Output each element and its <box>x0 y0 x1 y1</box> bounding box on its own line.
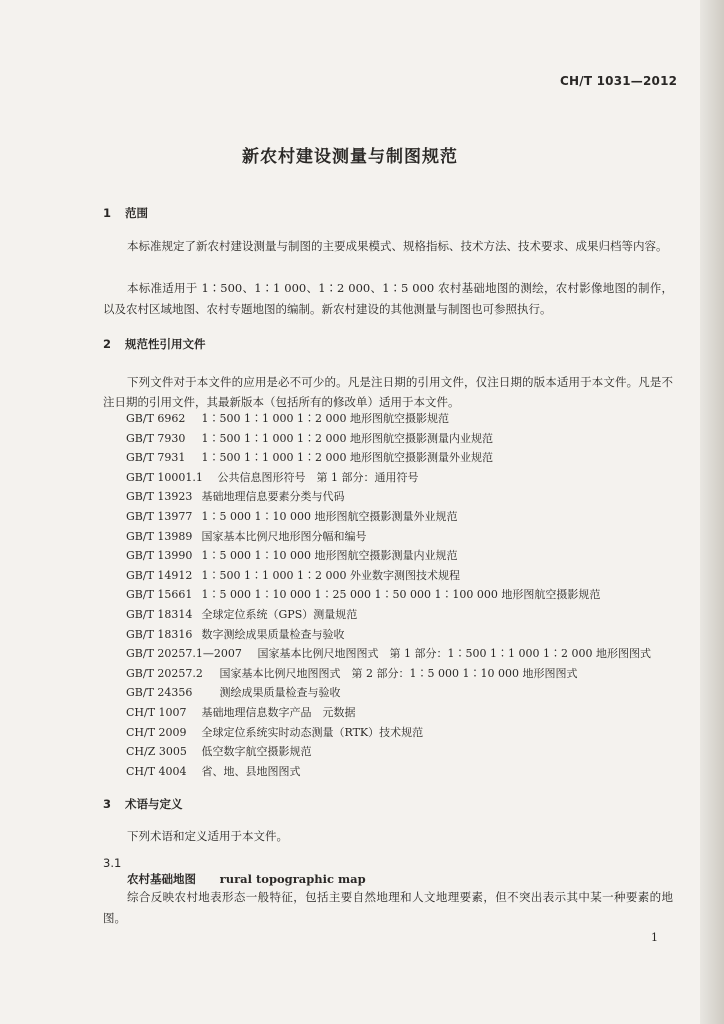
reference-item: CH/Z 3005 低空数字航空摄影规范 <box>126 745 312 759</box>
reference-item: GB/T 15661 1∶5 000 1∶10 000 1∶25 000 1∶50 000 1∶100 000 地形图航空摄影规范 <box>126 588 601 602</box>
reference-item: GB/T 13923 基础地理信息要素分类与代码 <box>126 490 345 504</box>
section-2-heading <box>103 336 206 352</box>
reference-item: GB/T 24356 测绘成果质量检查与验收 <box>126 686 341 700</box>
section-title: 范围 <box>125 206 149 220</box>
reference-item: GB/T 14912 1∶500 1∶1 000 1∶2 000 外业数字测图技术规程 <box>126 568 460 582</box>
paragraph: 下列术语和定义适用于本文件。 <box>127 829 288 843</box>
document-title: 新农村建设测量与制图规范 <box>242 147 458 167</box>
term-name-en: rural topographic map <box>219 872 366 886</box>
reference-item: GB/T 18316 数字测绘成果质量检查与验收 <box>126 627 345 641</box>
term-heading <box>127 871 366 887</box>
section-3-heading <box>103 796 183 812</box>
paragraph: 下列文件对于本文件的应用是必不可少的。凡是注日期的引用文件，仅注日期的版本适用于本文件。凡是不注日期的引用文件，其最新版本（包括所有的修改单）适用于本文件。 <box>103 375 673 409</box>
reference-item: GB/T 20257.2 国家基本比例尺地图图式 第 2 部分：1∶5 000 1∶10 000 地形图图式 <box>126 666 578 680</box>
reference-item: CH/T 2009 全球定位系统实时动态测量（RTK）技术规范 <box>126 725 424 739</box>
section-1-heading <box>103 205 148 221</box>
paragraph: 本标准规定了新农村建设测量与制图的主要成果模式、规格指标、技术方法、技术要求、成果归档等内容。 <box>127 239 668 253</box>
section-number: 1 <box>103 206 112 220</box>
reference-list <box>126 409 686 781</box>
section-title: 规范性引用文件 <box>125 337 206 351</box>
term-definition: 综合反映农村地表形态一般特征，包括主要自然地理和人文地理要素，但不突出表示其中某一种要素的地图。 <box>103 890 673 925</box>
term-name-zh: 农村基础地图 <box>127 872 196 886</box>
reference-item: GB/T 6962 1∶500 1∶1 000 1∶2 000 地形图航空摄影规范 <box>126 412 449 425</box>
section-title: 术语与定义 <box>125 797 183 811</box>
section-number: 2 <box>103 337 112 351</box>
reference-item: GB/T 7931 1∶500 1∶1 000 1∶2 000 地形图航空摄影测量外业规范 <box>126 451 493 465</box>
reference-item: CH/T 4004 省、地、县地图图式 <box>126 764 301 778</box>
paragraph: 本标准适用于 1∶500、1∶1 000、1∶2 000、1∶5 000 农村基础地图的测绘，农村影像地图的制作，以及农村区域地图、农村专题地图的编制。新农村建设的其他测量与制图也可参照执行。 <box>103 281 673 316</box>
reference-item: GB/T 20257.1—2007 国家基本比例尺地图图式 第 1 部分：1∶500 1∶1 000 1∶2 000 地形图图式 <box>126 647 651 661</box>
page-number: 1 <box>651 931 658 944</box>
reference-item: CH/T 1007 基础地理信息数字产品 元数据 <box>126 705 356 719</box>
reference-item: GB/T 13989 国家基本比例尺地形图分幅和编号 <box>126 529 367 543</box>
page-edge <box>700 0 724 1024</box>
reference-item: GB/T 13977 1∶5 000 1∶10 000 地形图航空摄影测量外业规范 <box>126 509 458 523</box>
term-number: 3.1 <box>103 856 122 870</box>
reference-item: GB/T 18314 全球定位系统（GPS）测量规范 <box>126 607 358 621</box>
reference-item: GB/T 10001.1 公共信息图形符号 第 1 部分：通用符号 <box>126 470 419 484</box>
section-number: 3 <box>103 797 112 811</box>
standard-code: CH/T 1031—2012 <box>560 74 678 88</box>
reference-item: GB/T 13990 1∶5 000 1∶10 000 地形图航空摄影测量内业规范 <box>126 549 458 563</box>
reference-item: GB/T 7930 1∶500 1∶1 000 1∶2 000 地形图航空摄影测量内业规范 <box>126 431 493 445</box>
